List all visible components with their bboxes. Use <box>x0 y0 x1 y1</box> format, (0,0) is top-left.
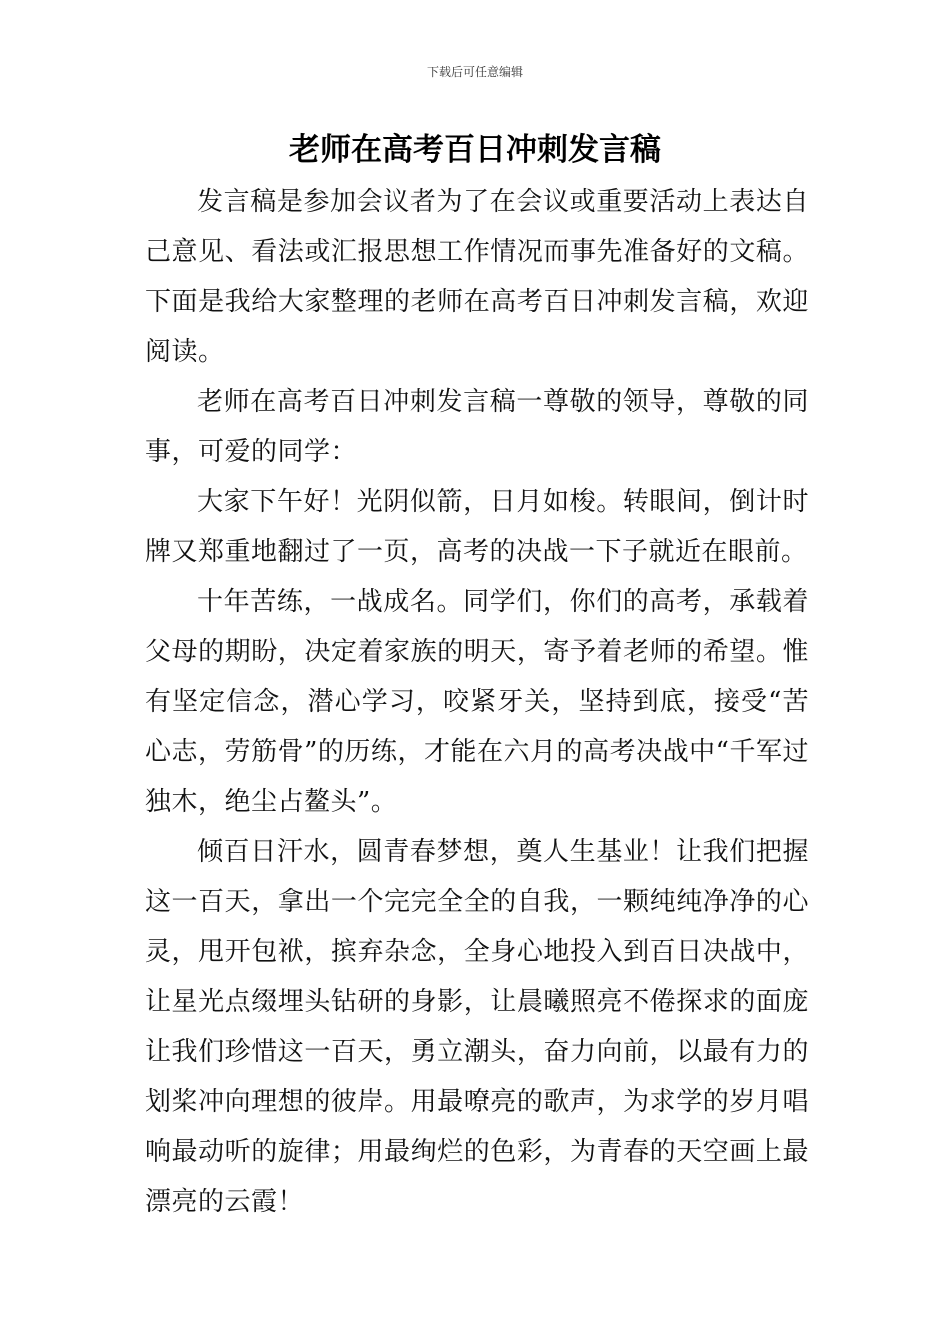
header-note: 下载后可任意编辑 <box>426 65 523 79</box>
document-title: 老师在高考百日冲刺发言稿 <box>289 132 661 168</box>
paragraph-ten-years: 十年苦练，一战成名。同学们，你们的高考，承载着父母的期盼，决定着家族的明天，寄予着老师的希望。惟有坚定信念，潜心学习，咬紧牙关，坚持到底，接受“苦心志，劳筋骨”的历练，才能在六月的高考决战中“千军过独木，绝尘占鳌头”。 <box>145 587 809 817</box>
paragraph-opening: 大家下午好！光阴似箭，日月如梭。转眼间，倒计时牌又郑重地翻过了一页，高考的决战一下子就近在眼前。 <box>145 487 809 567</box>
paragraph-greeting: 老师在高考百日冲刺发言稿一尊敬的领导，尊敬的同事，可爱的同学： <box>145 387 809 467</box>
paragraph-hundred-days: 倾百日汗水，圆青春梦想，奠人生基业！让我们把握这一百天，拿出一个完完全全的自我，一颗纯纯净净的心灵，甩开包袱，摈弃杂念，全身心地投入到百日决战中，让星光点缀埋头钻研的身影，让晨曦照亮不倦探求的面庞让我们珍惜这一百天，勇立潮头，奋力向前，以最有力的划桨冲向理想的彼岸。用最嘹亮的歌声，为求学的岁月唱响最动听的旋律；用最绚烂的色彩，为青春的天空画上最漂亮的云霞！ <box>145 837 809 1217</box>
document-body <box>145 177 809 1227</box>
paragraph-intro: 发言稿是参加会议者为了在会议或重要活动上表达自己意见、看法或汇报思想工作情况而事先准备好的文稿。下面是我给大家整理的老师在高考百日冲刺发言稿，欢迎阅读。 <box>145 187 809 367</box>
